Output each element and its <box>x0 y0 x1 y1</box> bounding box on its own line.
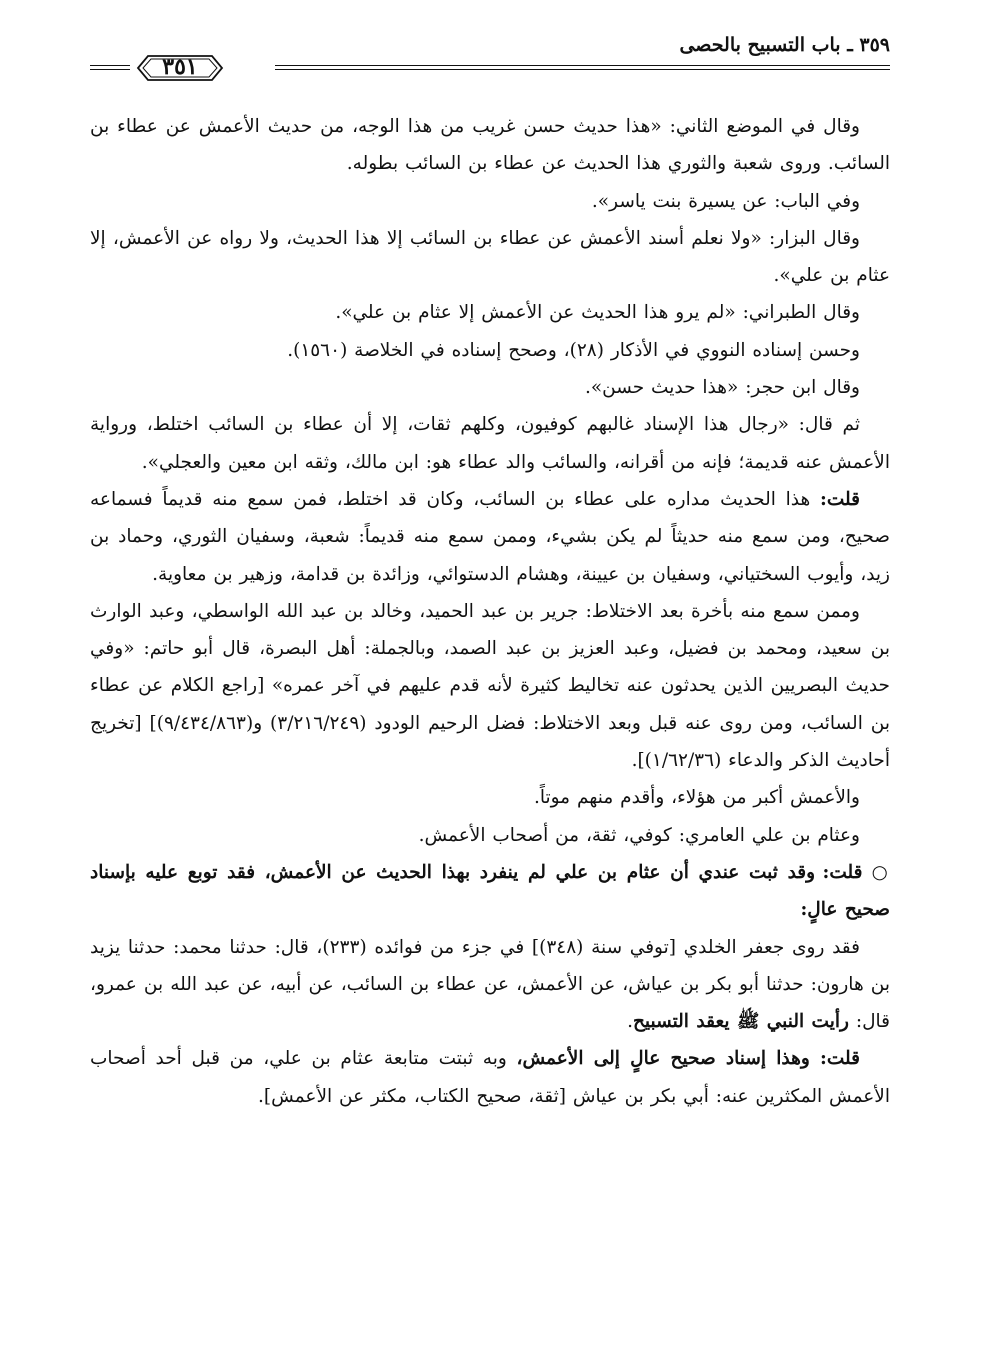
paragraph: وقال في الموضع الثاني: «هذا حديث حسن غريب من هذا الوجه، من حديث الأعمش عن عطاء بن السائب. وروى شعبة والثوري هذا الحديث عن عطاء بن السائب بطوله. <box>90 116 890 175</box>
paragraph: قلت: وهذا إسناد صحيح عالٍ إلى الأعمش، وبه ثبتت متابعة عثام بن علي، من قبل أحد أصحاب الأعمش المكثرين عنه: أبي بكر بن عياش [ثقة، صحيح الكتاب، مكثر عن الأعمش]. <box>90 1048 890 1107</box>
paragraph: وقال الطبراني: «لم يرو هذا الحديث عن الأعمش إلا عثام بن علي». <box>335 302 860 324</box>
running-title: ٣٥٩ ـ باب التسبيح بالحصى <box>679 34 890 56</box>
paragraph: قلت: هذا الحديث مداره على عطاء بن السائب، وكان قد اختلط، فمن سمع منه قديماً فسماعه صحيح، ومن سمع منه حديثاً لم يكن بشيء، وممن سمع منه قديماً: شعبة، وسفيان الثوري، وحماد بن زيد، وأيوب السختياني، وسفيان بن عيينة، وهشام الدستوائي، وزائدة بن قدامة، وزهير بن معاوية. <box>90 488 890 585</box>
paragraph: والأعمش أكبر من هؤلاء، وأقدم منهم موتاً. <box>533 787 860 809</box>
page-number: ٣٥١ <box>162 54 198 80</box>
paragraph: ○ قلت: وقد ثبت عندي أن عثام بن علي لم ينفرد بهذا الحديث عن الأعمش، فقد توبع عليه بإسناد صحيح عالٍ: <box>90 861 890 921</box>
circle-bullet-icon: ○ <box>871 861 890 883</box>
paragraph-lead: قلت: وهذا إسناد صحيح عالٍ إلى الأعمش، <box>516 1048 861 1070</box>
paragraph: فقد روى جعفر الخلدي [توفي سنة (٣٤٨)] في جزء من فوائده (٢٣٣)، قال: حدثنا محمد: حدثنا يزيد بن هارون: حدثنا أبو بكر بن عياش، عن الأعمش، عن عطاء بن السائب، عن أبيه، عن عبد الله بن عمرو، قال: رأيت النبي ﷺ يعقد التسبيح. <box>90 936 890 1033</box>
header-rule <box>275 69 890 70</box>
paragraph: وقال البزار: «ولا نعلم أسند الأعمش عن عطاء بن السائب إلا هذا الحديث، ولا رواه عن الأعمش، إلا عثام بن علي». <box>90 227 890 287</box>
paragraph: وحسن إسناده النووي في الأذكار (٢٨)، وصحح إسناده في الخلاصة (١٥٦٠). <box>287 339 860 361</box>
page-body <box>90 108 890 1115</box>
page-header <box>90 28 890 84</box>
paragraph: ثم قال: «رجال هذا الإسناد غالبهم كوفيون، وكلهم ثقات، إلا أن عطاء بن السائب اختلط، ورواية الأعمش عنه قديمة؛ فإنه من أقرانه، والسائب والد عطاء هو: ابن مالك، وثقه ابن معين والعجلي». <box>90 414 890 473</box>
hadith-text: رأيت النبي ﷺ يعقد التسبيح <box>632 1011 849 1033</box>
paragraph: وقال ابن حجر: «هذا حديث حسن». <box>584 377 860 399</box>
paragraph: وفي الباب: عن يسيرة بنت ياسر». <box>591 190 860 212</box>
header-rule <box>90 65 130 66</box>
header-rule <box>275 65 890 66</box>
paragraph: وممن سمع منه بأخرة بعد الاختلاط: جرير بن عبد الحميد، وخالد بن عبد الله الواسطي، وعبد الوارث بن سعيد، ومحمد بن فضيل، وعبد العزيز بن عبد الصمد، وبالجملة: أهل البصرة، قال أبو حاتم: «وفي حديث البصريين الذين يحدثون عنه تخاليط كثيرة لأنه قدم عليهم في آخر عمره» [راجع الكلام عن عطاء بن السائب، ومن روى عنه قبل وبعد الاختلاط: فضل الرحيم الودود (٣/٢١٦/٢٤٩) و(٩/٤٣٤/٨٦٣)] [تخريج أحاديث الذكر والدعاء (١/٦٢/٣٦)]. <box>90 600 890 772</box>
header-rule <box>90 69 130 70</box>
paragraph: وعثام بن علي العامري: كوفي، ثقة، من أصحاب الأعمش. <box>418 824 860 846</box>
paragraph-lead: قلت: <box>820 488 860 510</box>
page-number-badge <box>134 52 226 84</box>
